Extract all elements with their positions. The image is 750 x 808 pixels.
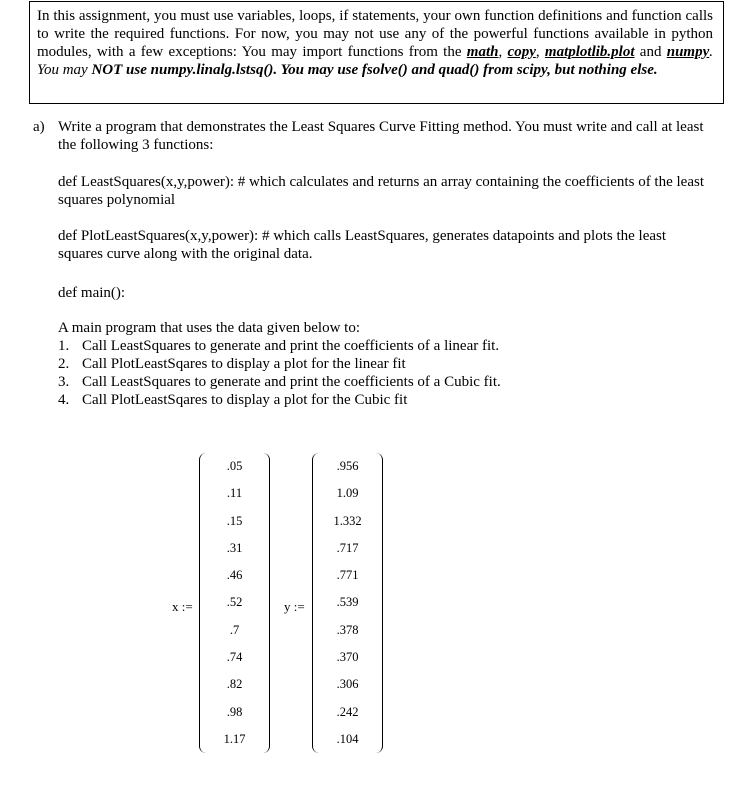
def-plot-least-squares: def PlotLeastSquares(x,y,power): # which calls LeastSquares, generates datapoints and plots the least squares curve along with the original data. [58, 228, 667, 262]
module-copy: copy [507, 44, 536, 60]
right-bracket [374, 453, 383, 753]
x-value: .11 [226, 486, 243, 501]
separator: , [535, 44, 545, 60]
y-matrix [321, 453, 374, 753]
y-value: 1.09 [336, 486, 359, 501]
part-a-description: Write a program that demonstrates the Least Squares Curve Fitting method. You must write and call at least the following 3 functions: [58, 119, 704, 153]
y-value: .378 [336, 622, 359, 637]
left-bracket [312, 453, 321, 753]
x-value: .52 [226, 595, 243, 610]
y-value: .717 [336, 540, 359, 555]
step-number: 4. [58, 392, 70, 408]
y-value: .370 [336, 650, 359, 665]
module-matplotlib: matplotlib.plot [544, 44, 635, 60]
part-letter: a) [33, 119, 45, 135]
step-number: 3. [58, 374, 70, 390]
x-value: .31 [226, 540, 243, 555]
y-label: y := [284, 599, 305, 614]
step-number: 1. [58, 338, 70, 354]
x-label: x := [172, 599, 193, 614]
y-value: .306 [336, 677, 359, 692]
step-item [58, 373, 501, 391]
step-item [58, 391, 501, 409]
y-value: .956 [336, 459, 359, 473]
y-value: .539 [336, 595, 359, 610]
x-value: .15 [226, 513, 243, 528]
step-text: Call PlotLeastSqares to display a plot for the linear fit [82, 356, 406, 372]
x-value: .7 [229, 622, 240, 637]
main-program-intro: A main program that uses the data given below to: [58, 320, 361, 336]
step-text: Call LeastSquares to generate and print the coefficients of a Cubic fit. [82, 374, 501, 390]
left-bracket [199, 453, 208, 753]
right-bracket [261, 453, 270, 753]
def-main: def main(): [58, 285, 126, 301]
y-value: .104 [336, 731, 359, 746]
y-value: .242 [336, 704, 359, 719]
step-number: 2. [58, 356, 70, 372]
x-value: .46 [226, 568, 243, 583]
module-math: math [466, 44, 499, 60]
x-value: .05 [226, 459, 243, 473]
step-text: Call LeastSquares to generate and print the coefficients of a linear fit. [82, 338, 500, 354]
x-matrix [208, 453, 261, 753]
x-value: .82 [226, 677, 243, 692]
step-text: Call PlotLeastSqares to display a plot for the Cubic fit [82, 392, 408, 408]
intro-and: and [634, 44, 667, 60]
step-item [58, 337, 501, 355]
def-least-squares: def LeastSquares(x,y,power): # which calculates and returns an array containing the coefficients of the least squares polynomial [58, 174, 704, 208]
intro-paragraph [37, 7, 713, 79]
intro-text-2: . You may [37, 44, 714, 78]
module-numpy: numpy [666, 44, 710, 60]
main-program-steps [58, 337, 501, 409]
x-value: .74 [226, 650, 243, 665]
x-value: .98 [226, 704, 243, 719]
separator: , [498, 44, 508, 60]
intro-text-1: In this assignment, you must use variables, loops, if statements, your own function definitions and function calls to write the required functions. For now, you may not use any of the powerful functions available in python modules, with a few exceptions: You may import functions from the [37, 8, 713, 60]
y-value: 1.332 [333, 513, 362, 528]
x-value: 1.17 [223, 731, 246, 746]
step-item [58, 355, 501, 373]
y-value: .771 [336, 568, 359, 583]
intro-restriction: NOT use numpy.linalg.lstsq(). You may use fsolve() and quad() from scipy, but nothing else. [91, 62, 658, 78]
